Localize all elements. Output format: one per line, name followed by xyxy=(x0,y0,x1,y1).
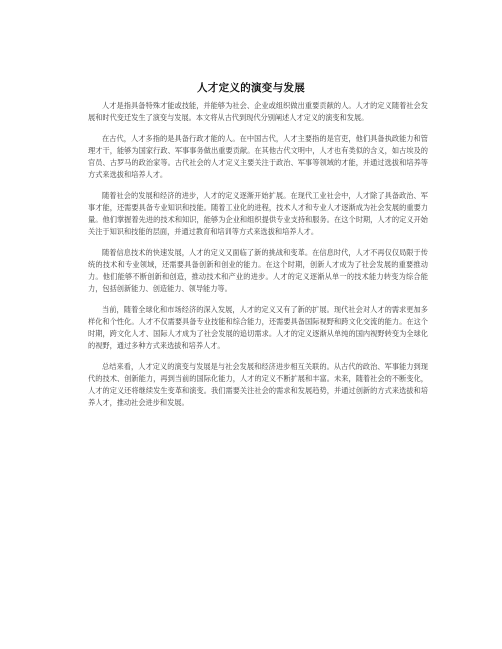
document-body xyxy=(88,100,428,418)
paragraph-conclusion: 总结来看，人才定义的演变与发展是与社会发展和经济进步相互关联的。从古代的政治、军事能力到现代的技术、创新能力，再到当前的国际化能力，人才的定义不断扩展和丰富。未来，随着社会的不断变化，人才的定义还将继续发生变革和演变。我们需要关注社会的需求和发展趋势，并通过创新的方式来选拔和培养人才，推动社会进步和发展。 xyxy=(88,362,428,407)
paragraph-globalization: 当前，随着全球化和市场经济的深入发展，人才的定义又有了新的扩展。现代社会对人才的需求更加多样化和个性化。人才不仅需要具备专业技能和综合能力，还需要具备国际视野和跨文化交流的能力。在这个时期，跨文化人才、国际人才成为了社会发展的追切需求。人才的定义逐渐从单纯的国内视野转变为全球化的视野，通过多种方式来选拔和培养人才。 xyxy=(88,305,428,350)
paragraph-industrial: 随着社会的发展和经济的进步，人才的定义逐渐开始扩展。在现代工业社会中，人才除了具备政治、军事才能，还需要具备专业知识和技能。随着工业化的进程，技术人才和专业人才逐渐成为社会发展的重要力量。他们掌握着先进的技术和知识，能够为企业和组织提供专业支持和服务。在这个时期，人才的定义开始关注于知识和技能的层面，并通过教育和培训等方式来选拔和培养人才。 xyxy=(88,191,428,236)
paragraph-information-age: 随着信息技术的快速发展，人才的定义又面临了新的挑战和变革。在信息时代，人才不再仅仅局限于传统的技术和专业领域，还需要具备创新和创业的能力。在这个时期，创新人才成为了社会发展的重要推动力。他们能够不断创新和创造，推动技术和产业的进步。人才的定义逐渐从单一的技术能力转变为综合能力，包括创新能力、创造能力、领导能力等。 xyxy=(88,248,428,293)
paragraph-intro: 人才是指具备特殊才能或技能，并能够为社会、企业或组织做出重要贡献的人。人才的定义随着社会发展和时代变迁发生了演变与发展。本文将从古代到现代分别阐述人才定义的演变和发展。 xyxy=(88,101,428,122)
paragraph-ancient: 在古代，人才多指的是具备行政才能的人。在中国古代，人才主要指的是官吏，他们具备执政能力和管理才干，能够为国家行政、军事事务做出重要贡献。在其他古代文明中，人才也有类似的含义，如古埃及的官员、古罗马的政治家等。古代社会的人才定义主要关注于政治、军事等领域的才能，并通过选拔和培养等方式来选拔和培养人才。 xyxy=(88,134,428,179)
document-title: 人才定义的演变与发展 xyxy=(197,82,305,94)
